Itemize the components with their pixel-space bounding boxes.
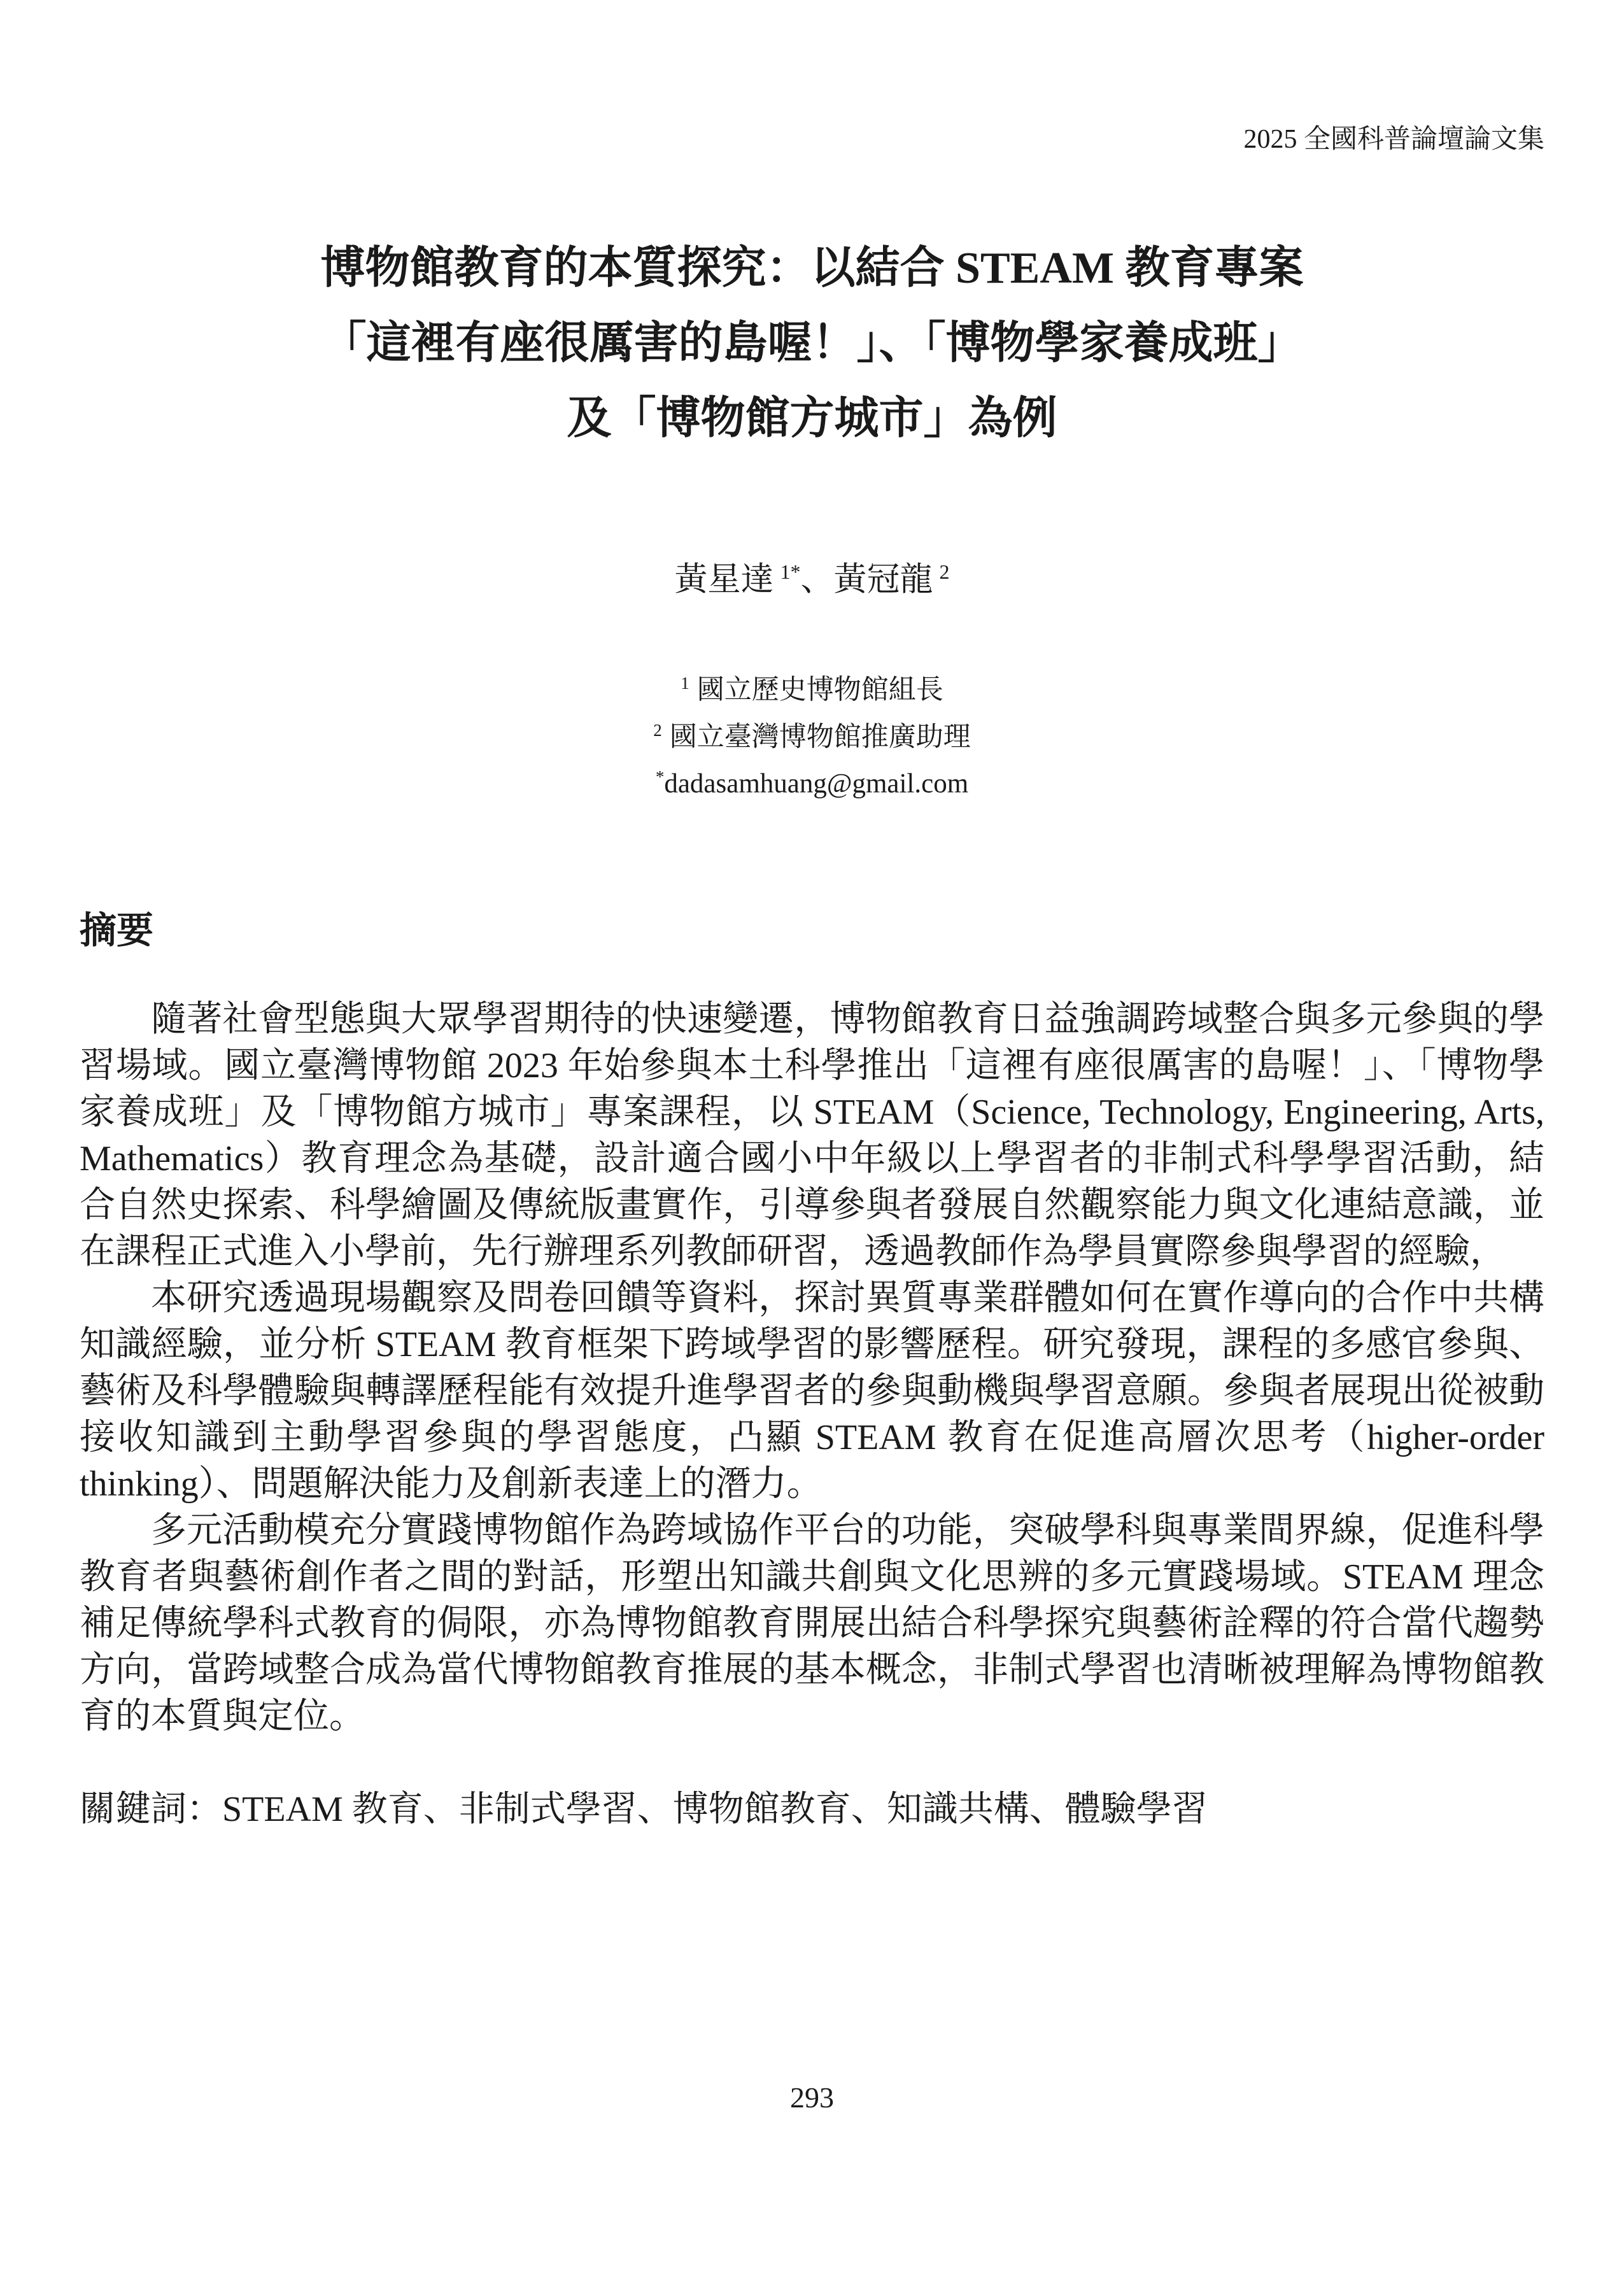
affiliation-1-text: 國立歷史博物館組長 xyxy=(696,675,943,705)
running-header xyxy=(80,124,1544,155)
author-1-name: 黃星達 xyxy=(674,562,774,598)
abstract-paragraph-1: 隨著社會型態與大眾學習期待的快速變遷，博物館教育日益強調跨域整合與多元參與的學習場域。國立臺灣博物館 2023 年始參與本土科學推出「這裡有座很厲害的島喔！」、「博物學家養成班」及「博物館方城市」專案課程，以 STEAM（Science, Technology, Engineering, Arts, Mathematics）教育理念為基礎，設計適合國小中年級以上學習者的非制式科學學習活動，結合自然史探索、科學繪圖及傳統版畫實作，引導參與者發展自然觀察能力與文化連結意識，並在課程正式進入小學前，先行辦理系列教師研習，透過教師作為學員實際參與學習的經驗， xyxy=(80,1000,1544,1272)
corresponding-author-email-row xyxy=(80,757,1544,803)
author-2-name: 黃冠龍 xyxy=(833,562,933,598)
abstract-body xyxy=(80,996,1544,1740)
affiliation-1-marker: 1 xyxy=(681,674,689,693)
author-separator: 、 xyxy=(800,562,834,598)
affiliation-1 xyxy=(80,663,1544,710)
author-1-superscript: 1* xyxy=(780,560,801,583)
paper-title-line-3: 及「博物館方城市」為例 xyxy=(567,394,1057,443)
proceedings-title: 2025 全國科普論壇論文集 xyxy=(1243,125,1544,154)
author-2-superscript: 2 xyxy=(939,560,950,583)
corresponding-author-email: dadasamhuang@gmail.com xyxy=(664,768,969,799)
abstract-paragraph-3: 多元活動模充分實踐博物館作為跨域協作平台的功能，突破學科與專業間界線，促進科學教育者與藝術創作者之間的對話，形塑出知識共創與文化思辨的多元實踐場域。STEAM 理念補足傳統學科式教育的侷限，亦為博物館教育開展出結合科學探究與藝術詮釋的符合當代趨勢方向，當跨域整合成為當代博物館教育推展的基本概念，非制式學習也清晰被理解為博物館教育的本質與定位。 xyxy=(80,1511,1544,1737)
page-number: 293 xyxy=(790,2081,834,2114)
affiliation-2-marker: 2 xyxy=(653,720,662,740)
affiliation-2 xyxy=(80,711,1544,757)
abstract-heading: 摘要 xyxy=(80,910,154,952)
paper-title-line-2: 「這裡有座很厲害的島喔！」、「博物學家養成班」 xyxy=(321,319,1303,368)
paper-title xyxy=(80,231,1544,456)
corresponding-author-marker: * xyxy=(655,767,665,786)
author-line xyxy=(80,552,1544,600)
paper-title-line-1: 博物館教育的本質探究：以結合 STEAM 教育專案 xyxy=(320,244,1304,293)
affiliations-block xyxy=(80,663,1544,803)
keywords-line: 關鍵詞：STEAM 教育、非制式學習、博物館教育、知識共構、體驗學習 xyxy=(80,1790,1208,1830)
affiliation-2-text: 國立臺灣博物館推廣助理 xyxy=(669,721,971,752)
abstract-paragraph-2: 本研究透過現場觀察及問卷回饋等資料，探討異質專業群體如何在實作導向的合作中共構知識經驗，並分析 STEAM 教育框架下跨域學習的影響歷程。研究發現，課程的多感官參與、藝術及科學體驗與轉譯歷程能有效提升進學習者的參與動機與學習意願。參與者展現出從被動接收知識到主動學習參與的學習態度，凸顯 STEAM 教育在促進高層次思考（higher-order thinking）、問題解決能力及創新表達上的潛力。 xyxy=(80,1278,1544,1504)
